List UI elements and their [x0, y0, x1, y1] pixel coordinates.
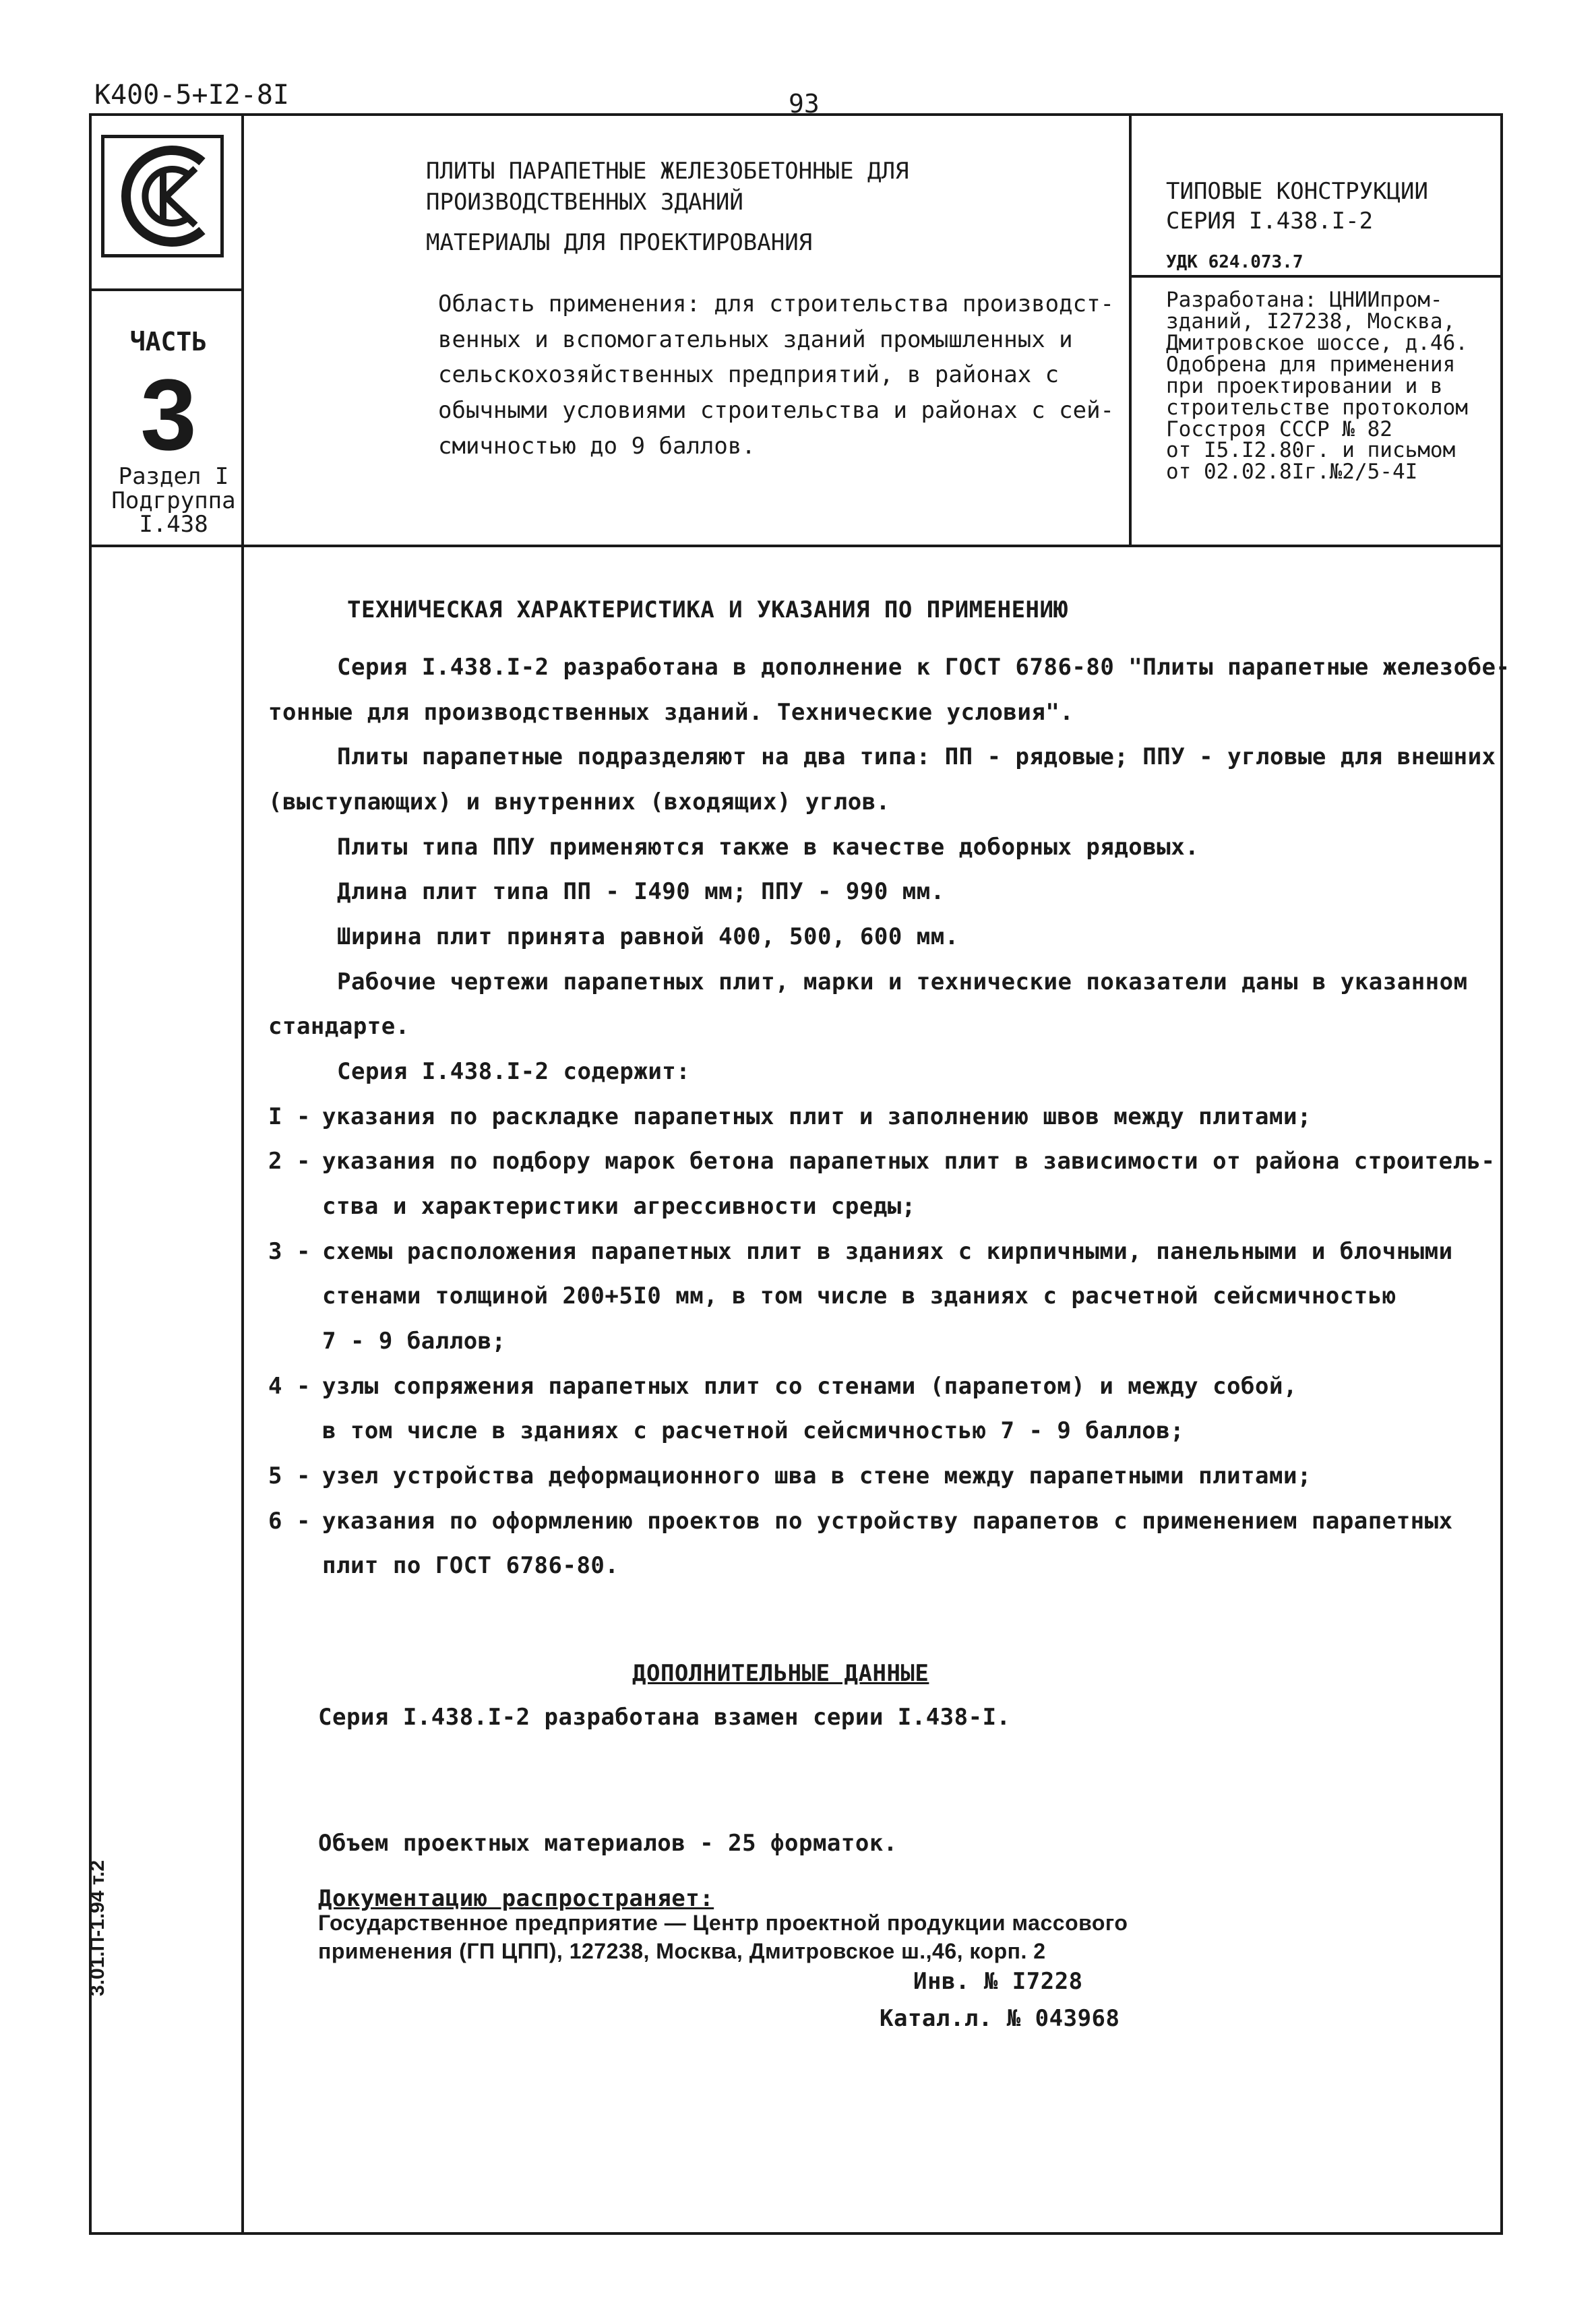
- title-line: ПРОИЗВОДСТВЕННЫХ ЗДАНИЙ: [426, 188, 743, 216]
- distributor-label: Документацию распространяет:: [318, 1885, 714, 1912]
- logo-divider: [89, 288, 243, 291]
- udk-code: УДК 624.073.7: [1166, 252, 1303, 272]
- paragraph-line: стандарте.: [268, 1013, 410, 1040]
- list-item-line: указания по оформлению проектов по устройству парапетов с применением парапетных: [322, 1508, 1453, 1535]
- archive-stamp: 3.01.П-1.94 т.2: [86, 1859, 109, 1996]
- developer-line: от 02.02.8Iг.№2/5-4I: [1166, 460, 1418, 485]
- list-item-number: 6 -: [268, 1508, 311, 1535]
- list-item-line: схемы расположения парапетных плит в зданиях с кирпичными, панельными и блочными: [322, 1238, 1453, 1265]
- additional-data-text: Серия I.438.I-2 разработана взамен серии I.438-I.: [318, 1704, 1011, 1731]
- document-code: К400-5+I2-8I: [94, 80, 289, 111]
- subgroup-label: Подгруппа: [111, 487, 236, 514]
- list-item-line: узлы сопряжения парапетных плит со стенами (парапетом) и между собой,: [322, 1373, 1297, 1400]
- scope-line: сельскохозяйственных предприятий, в районах с: [438, 361, 1060, 389]
- list-item-line: стенами толщиной 200+5I0 мм, в том числе в зданиях с расчетной сейсмичностью: [322, 1283, 1396, 1309]
- left-column-divider: [241, 113, 244, 2235]
- list-item-number: 2 -: [268, 1148, 311, 1175]
- developer-line: при проектировании и в: [1166, 373, 1443, 398]
- list-item-line: узел устройства деформационного шва в стене между парапетными плитами;: [322, 1462, 1312, 1489]
- paragraph-line: Рабочие чертежи парапетных плит, марки и технические показатели даны в указанном: [337, 968, 1468, 995]
- section-heading: ТЕХНИЧЕСКАЯ ХАРАКТЕРИСТИКА И УКАЗАНИЯ ПО ПРИМЕНЕНИЮ: [347, 596, 1068, 623]
- sk-logo-icon: [101, 135, 224, 257]
- developer-line: зданий, I27238, Москва,: [1166, 309, 1456, 334]
- volume-text: Объем проектных материалов - 25 форматок.: [318, 1830, 898, 1857]
- inventory-number: Инв. № I7228: [913, 1968, 1083, 1995]
- list-item-line: указания по раскладке парапетных плит и заполнению швов между плитами;: [322, 1103, 1312, 1130]
- series-line: СЕРИЯ I.438.I-2: [1166, 208, 1374, 235]
- scope-line: Область применения: для строительства производст-: [438, 290, 1115, 317]
- list-item-line: 7 - 9 баллов;: [322, 1328, 506, 1355]
- right-column-divider: [1129, 113, 1132, 546]
- section-info: [101, 465, 246, 537]
- document-title: [426, 156, 1107, 259]
- series-block: [1166, 177, 1490, 236]
- list-item-line: указания по подбору марок бетона парапетных плит в зависимости от района строитель-: [322, 1148, 1496, 1175]
- paragraph-line: Серия I.438.I-2 разработана в дополнение к ГОСТ 6786-80 "Плиты парапетные железобе-: [337, 654, 1510, 681]
- list-item-number: 4 -: [268, 1373, 311, 1400]
- developer-line: Дмитровское шоссе, д.46.: [1166, 330, 1468, 355]
- series-divider: [1129, 275, 1503, 278]
- list-item-number: 5 -: [268, 1462, 311, 1489]
- distributor-line: Государственное предприятие — Центр проектной продукции массового: [318, 1911, 1128, 1935]
- scope-line: обычными условиями строительства и районах с сей-: [438, 397, 1115, 425]
- scope-line: венных и вспомогательных зданий промышленных и: [438, 326, 1073, 353]
- list-item-line: в том числе в зданиях с расчетной сейсмичностью 7 - 9 баллов;: [322, 1417, 1185, 1444]
- paragraph-line: Плиты типа ППУ применяются также в качестве доборных рядовых.: [337, 834, 1200, 861]
- paragraph-line: Ширина плит принята равной 400, 500, 600 мм.: [337, 923, 959, 950]
- contents-intro: Серия I.438.I-2 содержит:: [337, 1058, 691, 1085]
- paragraph-line: (выступающих) и внутренних (входящих) углов.: [268, 789, 890, 815]
- paragraph-line: Длина плит типа ПП - I490 мм; ППУ - 990 мм.: [337, 878, 945, 905]
- developer-line: Разработана: ЦНИИпром-: [1166, 288, 1443, 312]
- paragraph-line: Плиты парапетные подразделяют на два типа: ПП - рядовые; ППУ - угловые для внешних: [337, 743, 1496, 770]
- developer-line: Госстроя СССР № 82: [1166, 417, 1392, 441]
- subgroup-code: I.438: [139, 511, 208, 538]
- header-divider: [89, 545, 1503, 547]
- catalog-sheet-number: Катал.л. № 043968: [880, 2005, 1120, 2032]
- scope-line: смичностью до 9 баллов.: [438, 432, 756, 460]
- part-number: 3: [140, 358, 197, 471]
- section-label: Раздел I: [118, 463, 229, 490]
- title-line: ПЛИТЫ ПАРАПЕТНЫЕ ЖЕЛЕЗОБЕТОННЫЕ ДЛЯ: [426, 158, 909, 185]
- scope-of-application: [438, 286, 1126, 464]
- series-line: ТИПОВЫЕ КОНСТРУКЦИИ: [1166, 178, 1428, 205]
- developer-line: Одобрена для применения: [1166, 352, 1456, 377]
- title-line: МАТЕРИАЛЫ ДЛЯ ПРОЕКТИРОВАНИЯ: [426, 228, 813, 256]
- developer-line: строительстве протоколом: [1166, 395, 1468, 420]
- list-item-line: ства и характеристики агрессивности среды;: [322, 1193, 916, 1220]
- part-label: ЧАСТЬ: [129, 327, 208, 357]
- additional-data-heading: ДОПОЛНИТЕЛЬНЫЕ ДАННЫЕ: [632, 1660, 929, 1687]
- list-item-number: I -: [268, 1103, 311, 1130]
- developer-info: [1166, 290, 1496, 483]
- list-item-number: 3 -: [268, 1238, 311, 1265]
- page-number: 93: [789, 89, 820, 119]
- developer-line: от I5.I2.80г. и письмом: [1166, 438, 1456, 463]
- paragraph-line: тонные для производственных зданий. Технические условия".: [268, 699, 1074, 726]
- distributor-line: применения (ГП ЦПП), 127238, Москва, Дмитровское ш.,46, корп. 2: [318, 1939, 1046, 1963]
- list-item-line: плит по ГОСТ 6786-80.: [322, 1552, 619, 1579]
